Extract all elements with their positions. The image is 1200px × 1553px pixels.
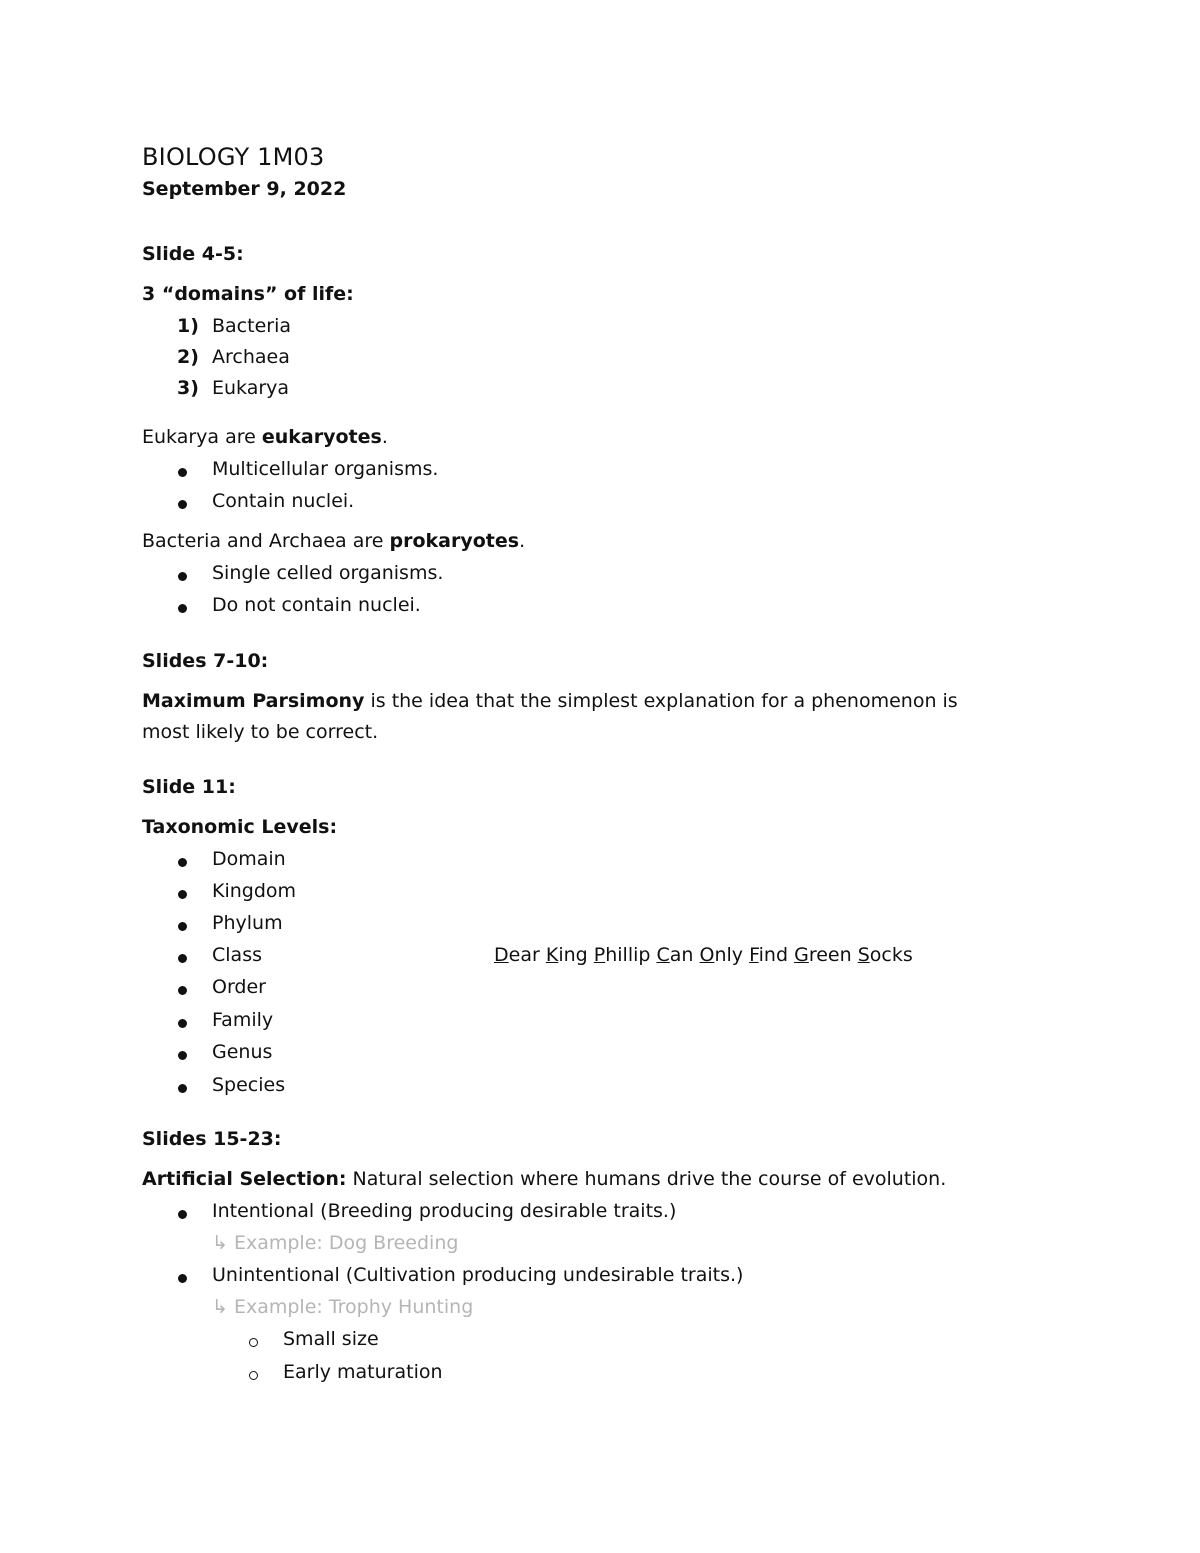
prokaryotes-line: Bacteria and Archaea are prokaryotes. xyxy=(142,530,526,552)
section-heading-slides-7-10: Slides 7-10: xyxy=(142,650,269,672)
hollow-bullet-icon xyxy=(249,1338,258,1347)
hollow-bullet-icon xyxy=(249,1371,258,1380)
bullet-icon xyxy=(178,890,187,899)
list-item: 2) Archaea xyxy=(177,346,290,368)
parsimony-line-1: Maximum Parsimony is the idea that the simplest explanation for a phenomenon is xyxy=(142,690,958,712)
example-trophy-hunting: ↳ Example: Trophy Hunting xyxy=(212,1296,474,1318)
section-heading-slide-4-5: Slide 4-5: xyxy=(142,243,244,265)
bullet-icon xyxy=(178,1084,187,1093)
bullet-icon xyxy=(178,1051,187,1060)
bullet-icon xyxy=(178,922,187,931)
eukaryotes-line: Eukarya are eukaryotes. xyxy=(142,426,388,448)
section-heading-slide-11: Slide 11: xyxy=(142,776,236,798)
bullet-icon xyxy=(178,1274,187,1283)
bullet-icon xyxy=(178,468,187,477)
bullet-icon xyxy=(178,604,187,613)
domains-subheading: 3 “domains” of life: xyxy=(142,283,354,305)
bullet-icon xyxy=(178,986,187,995)
parsimony-line-2: most likely to be correct. xyxy=(142,721,379,743)
taxonomy-mnemonic: Dear King Phillip Can Only Find Green Socks xyxy=(494,944,913,966)
section-heading-slides-15-23: Slides 15-23: xyxy=(142,1128,282,1150)
bullet-icon xyxy=(178,954,187,963)
list-item: 3) Eukarya xyxy=(177,377,290,399)
bullet-icon xyxy=(178,858,187,867)
bullet-icon xyxy=(178,572,187,581)
bullet-icon xyxy=(178,500,187,509)
example-dog-breeding: ↳ Example: Dog Breeding xyxy=(212,1232,459,1254)
document-title: BIOLOGY 1M03 xyxy=(142,143,325,171)
artificial-selection-definition: Artificial Selection: Natural selection where humans drive the course of evolution. xyxy=(142,1168,947,1190)
bullet-icon xyxy=(178,1019,187,1028)
document-date: September 9, 2022 xyxy=(142,178,347,200)
list-item: 1) Bacteria xyxy=(177,315,291,337)
bullet-icon xyxy=(178,1210,187,1219)
taxonomic-levels-subheading: Taxonomic Levels: xyxy=(142,816,338,838)
